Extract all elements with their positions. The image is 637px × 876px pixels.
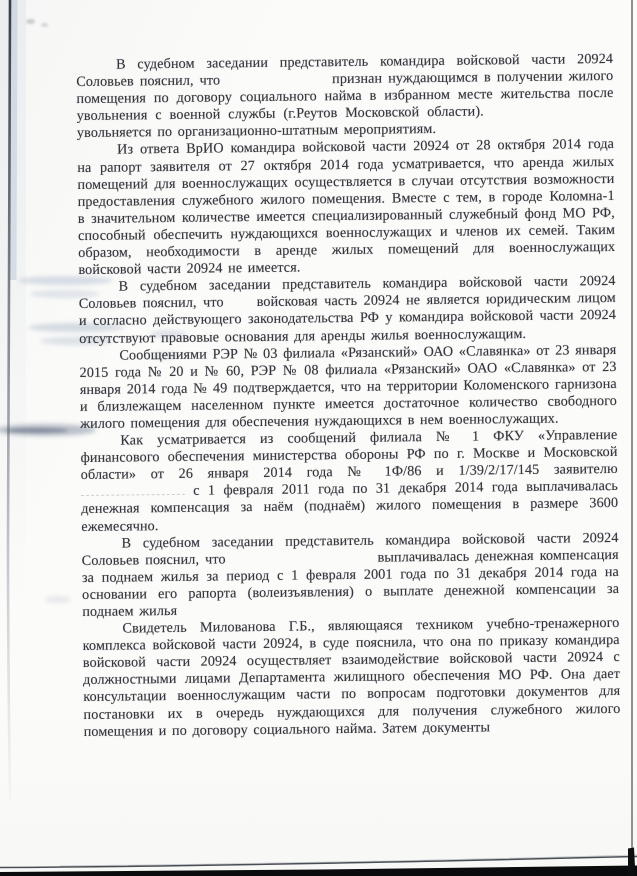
paper-edge-line	[0, 857, 637, 868]
redacted-gap	[226, 81, 326, 84]
redacted-gap	[230, 304, 250, 306]
paragraph	[76, 51, 614, 143]
left-edge-shadow-tint	[0, 0, 26, 613]
redacted-gap	[492, 112, 614, 115]
paragraph	[79, 342, 617, 434]
scan-speck	[41, 23, 48, 27]
bleed-through-streak-core	[6, 428, 68, 433]
paragraph-text: увольняется по организационно-штатным мероприятиям.	[76, 121, 437, 142]
paragraph-text: с 1 февраля 2011 года по 31 декабря 2014 года выплачивалась денежная компенсация за наём (поднаём) жилого помещения в размере 3600 ежемесячно.	[81, 478, 619, 535]
left-edge-halo	[13, 0, 14, 280]
erased-text-gap	[81, 492, 185, 496]
paragraph-text: Как усматривается из сообщений филиала № 1 ФКУ «Управление финансового обеспечения министерства обороны РФ по г. Москве и Московской области» от 26 января 2014 года № 1Ф/86 и 1/39/2/17/145 заявителю	[80, 426, 618, 484]
paper-edge-line-shadow	[60, 855, 637, 866]
left-edge-line	[8, 0, 10, 800]
paragraph	[80, 427, 618, 536]
paragraph	[82, 615, 620, 741]
paragraph-text: В судебном заседании представитель командира войсковой части 20924 Соловьев пояснил, что	[76, 50, 614, 91]
paragraph-text: Свидетель Милованова Г.Б., являющаяся техником учебно-тренажерного комплекса войсковой части 20924, в суде пояснила, что она по приказу командира войсковой части 20924 осуществляет взаимодействие войсковой части 20924 с должностными лицами Департамента жилищного обеспечения МО РФ. Она дает консультации военнослужащим части по вопросам подготовки документов для постановки их в очередь нуждающихся для получения служебного жилого помещения и по договору социального найма. Затем документы	[82, 615, 621, 740]
paragraph-text: Из ответа ВрИО командира войсковой части 20924 от 28 октября 2014 года на рапорт заявителя от 27 октября 2014 года усматривается, что аренда жилых помещений для военнослужащих осуществляется в случаи отсутствия возможности предоставления служебного жилого помещения. Вместе с тем, в городе Коломна-1 в значительном количестве имеется специализированный служебный фонд МО РФ, способный обеспечить нуждающихся военнослужащих и членов их семей. Таким образом, необходимости в аренде жилых помещений для военнослужащих войсковой части 20924 не имеется.	[77, 136, 616, 279]
document-text	[76, 51, 621, 741]
bleed-through-smudge	[45, 596, 71, 603]
paragraph-text: Сообщениями РЭР № 03 филиала «Рязанский» ОАО «Славянка» от 23 января 2015 года № 20 и № 60, РЭР № 08 филиала «Рязанский» ОАО «Славянка» от 23 января 2014 года № 49 подтверждается, что на территории Коломенского гарнизона и близлежащем населенном пункте имеется достаточное количество свободного жилого помещения для обеспечения нуждающихся в нем военнослужащих.	[79, 341, 618, 432]
paragraph-text: В судебном заседании представитель командира войсковой части 20924 Соловьев пояснил, что	[78, 273, 616, 313]
paragraph-text: выплачивалась денежная компенсация за поднаем жилья за период с 1 февраля 2001 года по 31 декабря 2014 года на основании его рапорта (волеизъявления) о выплате денежной компенсации за поднаем жилья	[81, 546, 620, 621]
redacted-gap	[232, 559, 372, 563]
bottom-scan-bar	[0, 866, 637, 876]
paragraph	[79, 273, 617, 347]
scan-speck	[26, 19, 35, 24]
paragraph	[81, 530, 619, 622]
paragraph-text: признан нуждающимся в получении жилого помещения по договору социального найма в избранном месте жительства после увольнения с военной службы (г.Реутов Московской области).	[76, 68, 614, 125]
paragraph-text: В судебном заседании представитель командира войсковой части 20924 Соловьев пояснил, что	[81, 529, 619, 569]
paragraph-text: войсковая часть 20924 не является юридическим лицом и согласно действующего законодательства РФ у командира войсковой части 20924 отсутствуют правовые основания для аренды жилья военнослужащим.	[78, 290, 617, 347]
corner-scan-mark	[628, 848, 636, 876]
paragraph	[77, 136, 616, 279]
